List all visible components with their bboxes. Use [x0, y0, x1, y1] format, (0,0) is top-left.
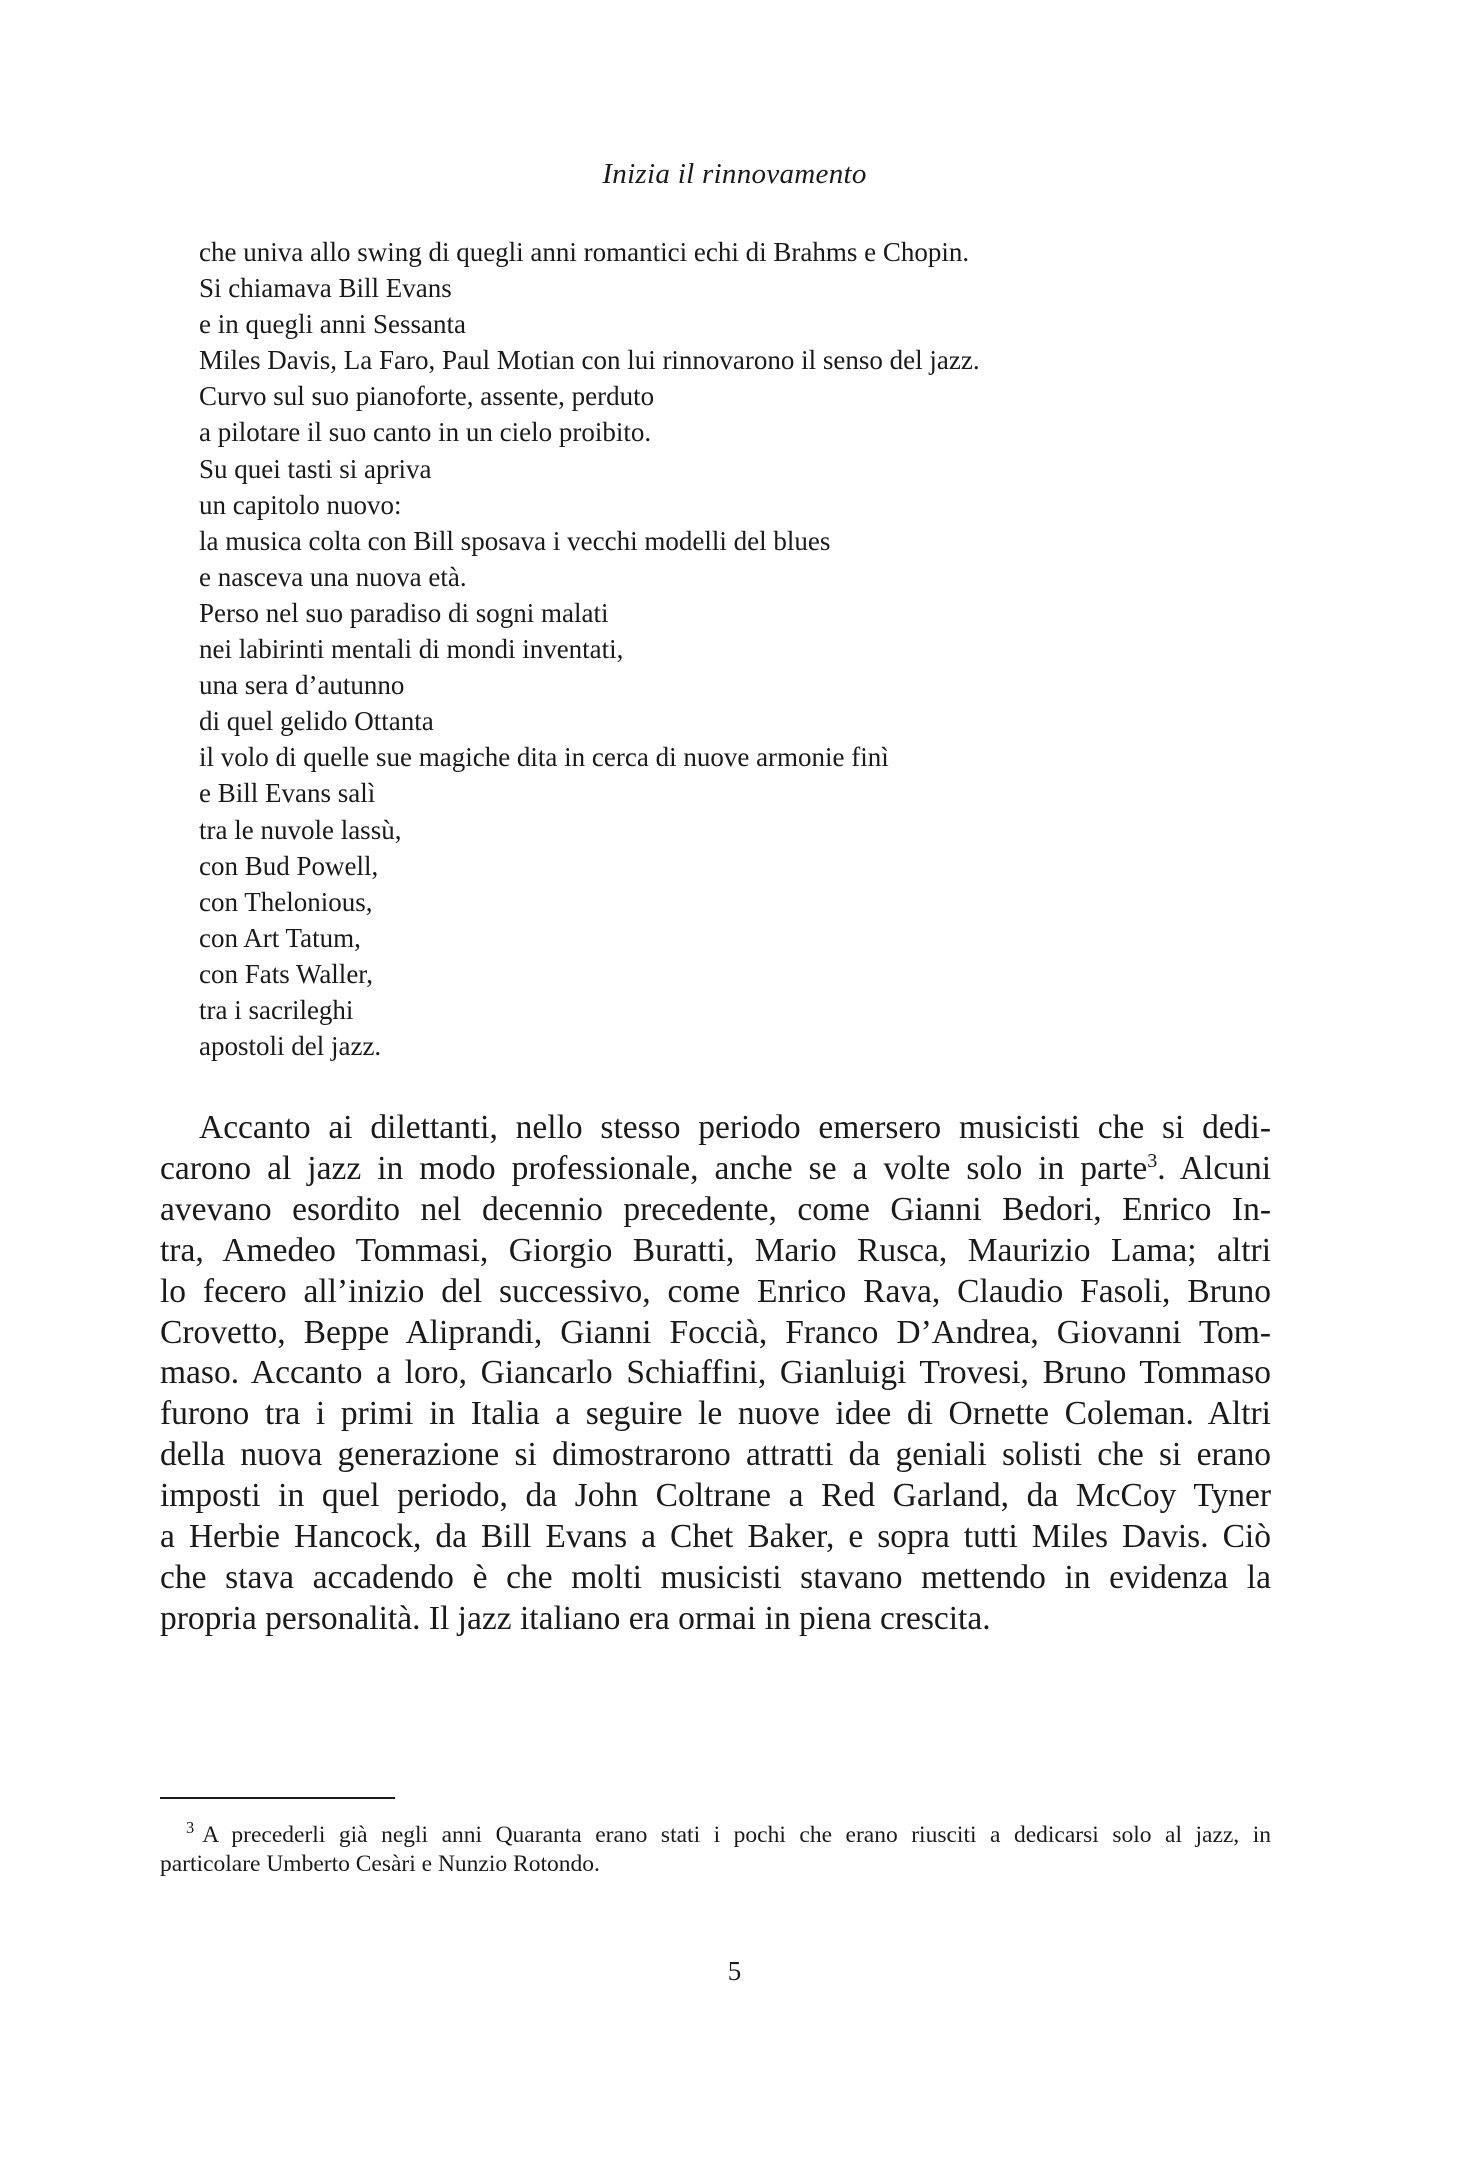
paragraph-line: avevano esordito nel decennio precedente, come Gianni Bedori, Enrico In-	[160, 1190, 1271, 1228]
footnote-divider	[160, 1797, 395, 1799]
paragraph-line-tail: . Alcuni	[1157, 1149, 1271, 1187]
footnote-reference[interactable]: 3	[1147, 1149, 1158, 1172]
running-head: Inizia il rinnovamento	[602, 158, 867, 190]
paragraph-line-text: carono al jazz in modo professionale, anche se a volte solo in parte	[160, 1149, 1148, 1187]
poem-line: una sera d’autunno	[199, 670, 405, 701]
poem-line: a pilotare il suo canto in un cielo proibito.	[199, 417, 652, 448]
paragraph-line: furono tra i primi in Italia a seguire le nuove idee di Ornette Coleman. Altri	[160, 1395, 1271, 1433]
poem-line: e Bill Evans salì	[199, 778, 376, 809]
footnote-line: particolare Umberto Cesàri e Nunzio Rotondo.	[160, 1850, 600, 1877]
paragraph-line: a Herbie Hancock, da Bill Evans a Chet Baker, e sopra tutti Miles Davis. Ciò	[160, 1518, 1271, 1556]
poem-line: la musica colta con Bill sposava i vecchi modelli del blues	[199, 525, 831, 556]
footnote-text: A precederli già negli anni Quaranta erano stati i pochi che erano riusciti a dedicarsi solo al jazz, in	[202, 1822, 1271, 1848]
poem-line: nei labirinti mentali di mondi inventati,	[199, 634, 624, 665]
body-paragraph	[160, 1108, 1271, 1640]
page-number: 5	[727, 1956, 742, 1986]
poem-line: Si chiamava Bill Evans	[199, 273, 452, 304]
footnote-number: 3	[186, 1818, 195, 1838]
footnote	[160, 1818, 1271, 1878]
poem-line: Su quei tasti si apriva	[199, 453, 432, 484]
paragraph-line: lo fecero all’inizio del successivo, come Enrico Rava, Claudio Fasoli, Bruno	[160, 1272, 1271, 1310]
poem-line: tra le nuvole lassù,	[199, 814, 402, 845]
poem-line: tra i sacrileghi	[199, 994, 354, 1025]
poem-line: Miles Davis, La Faro, Paul Motian con lui rinnovarono il senso del jazz.	[199, 345, 980, 376]
paragraph-line: maso. Accanto a loro, Giancarlo Schiaffini, Gianluigi Trovesi, Bruno Tommaso	[160, 1354, 1271, 1392]
poem-line: con Bud Powell,	[199, 850, 379, 881]
paragraph-line: propria personalità. Il jazz italiano era ormai in piena crescita.	[160, 1599, 991, 1637]
poem-line: e in quegli anni Sessanta	[199, 309, 466, 340]
poem-block	[199, 234, 1299, 1064]
paragraph-line: Crovetto, Beppe Aliprandi, Gianni Foccià, Franco D’Andrea, Giovanni Tom-	[160, 1313, 1271, 1351]
paragraph-line: Accanto ai dilettanti, nello stesso periodo emersero musicisti che si dedi-	[199, 1109, 1271, 1146]
paragraph-line: imposti in quel periodo, da John Coltrane a Red Garland, da McCoy Tyner	[160, 1477, 1271, 1515]
paragraph-line: della nuova generazione si dimostrarono attratti da geniali solisti che si erano	[160, 1436, 1271, 1474]
poem-line: apostoli del jazz.	[199, 1031, 382, 1062]
poem-line: con Art Tatum,	[199, 922, 361, 953]
poem-line: un capitolo nuovo:	[199, 489, 402, 520]
poem-line: di quel gelido Ottanta	[199, 706, 434, 737]
poem-line: con Fats Waller,	[199, 958, 373, 989]
paragraph-line-with-note	[160, 1149, 1271, 1190]
footnote-line	[160, 1818, 1271, 1850]
poem-line: il volo di quelle sue magiche dita in cerca di nuove armonie finì	[199, 742, 889, 773]
poem-line: Perso nel suo paradiso di sogni malati	[199, 597, 609, 628]
poem-line: Curvo sul suo pianoforte, assente, perduto	[199, 381, 655, 412]
paragraph-line: tra, Amedeo Tommasi, Giorgio Buratti, Mario Rusca, Maurizio Lama; altri	[160, 1231, 1271, 1269]
paragraph-line: che stava accadendo è che molti musicisti stavano mettendo in evidenza la	[160, 1558, 1271, 1596]
poem-line: che univa allo swing di quegli anni romantici echi di Brahms e Chopin.	[199, 237, 970, 267]
poem-line: con Thelonious,	[199, 886, 373, 917]
poem-line: e nasceva una nuova età.	[199, 561, 467, 592]
